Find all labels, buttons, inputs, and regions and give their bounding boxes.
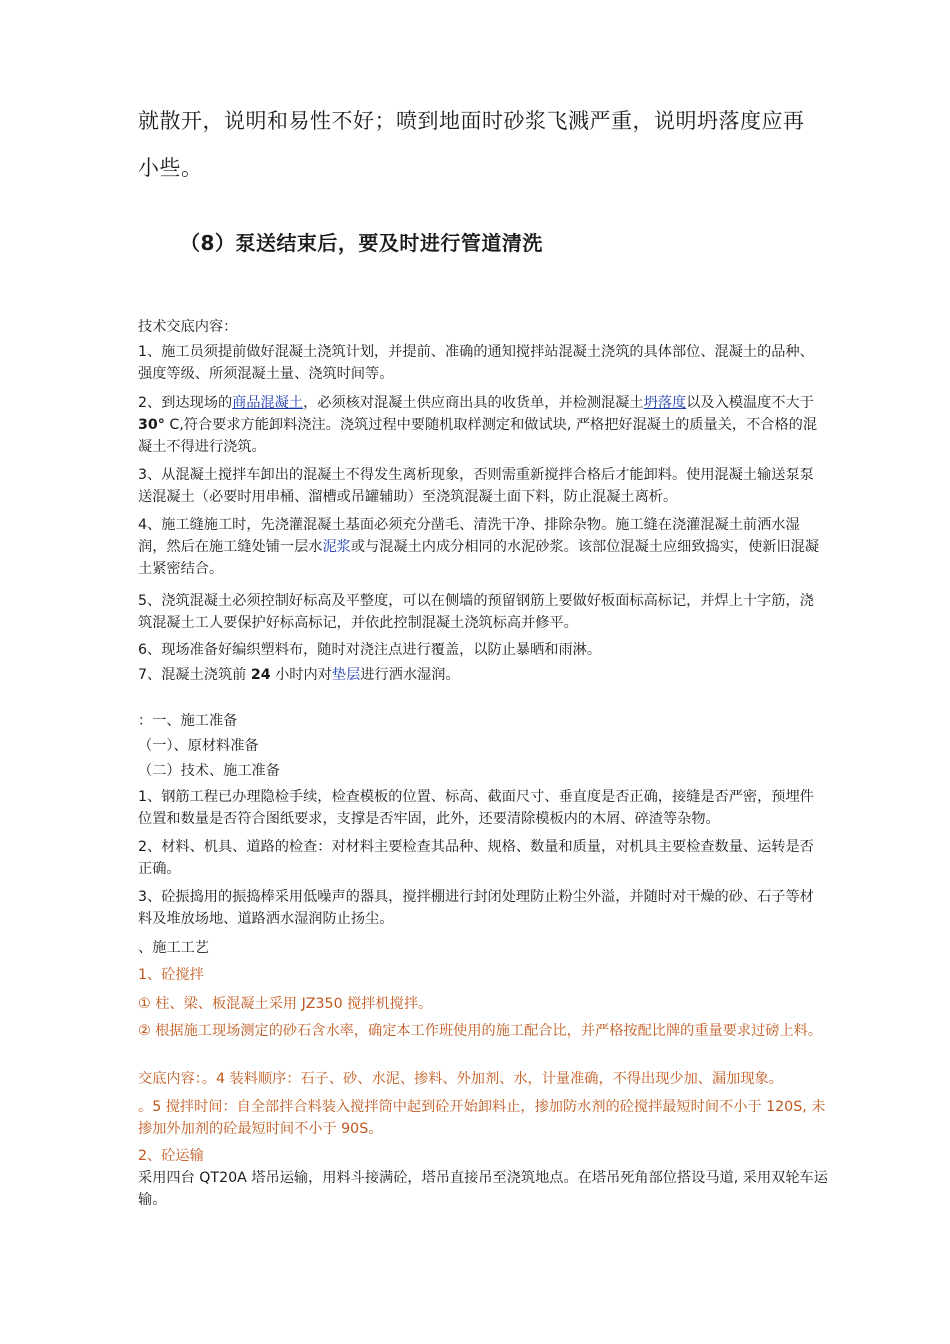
craft-item-1: ① 柱、梁、板混凝土采用 JZ350 搅拌机搅拌。	[138, 996, 433, 1012]
craft-item-3: 交底内容：。4 装料顺序：石子、砂、水泥、掺料、外加剂、水，计量准确，不得出现少加、漏加现象。	[138, 1071, 783, 1087]
tech-item-5: 5、浇筑混凝土必须控制好标高及平整度，可以在侧墙的预留钢筋上要做好板面标高标记，并焊上十字筋，浇筑混凝土工人要保护好标高标记，并依此控制混凝土浇筑标高并修平。	[138, 593, 814, 631]
link-commercial-concrete[interactable]: 商品混凝土	[232, 395, 304, 411]
tech-item-2-d: C,符合要求方能卸料浇注。浇筑过程中要随机取样测定和做试块, 严格把好混凝土的质量关，不合格的混凝土不得进行浇筑。	[138, 417, 818, 455]
prep-heading-1: ：一、施工准备	[138, 713, 238, 729]
tech-item-6: 6、现场准备好编织塑料布，随时对浇注点进行覆盖，以防止暴晒和雨淋。	[138, 642, 602, 658]
intro-line-2: 小些。	[138, 156, 203, 180]
tech-item-2-b: ，必须核对混凝土供应商出具的收货单，并检测混凝土	[303, 395, 644, 411]
craft-item-4: 。5 搅拌时间：自全部拌合料装入搅拌筒中起到砼开始卸料止，掺加防水剂的砼搅拌最短时间不小于 120S, 未掺加外加剂的砼最短时间不小于 90S。	[138, 1099, 826, 1137]
craft-section-1: 1、砼搅拌	[138, 967, 204, 983]
tech-item-4	[138, 514, 828, 580]
link-mud-slurry[interactable]: 泥浆	[322, 539, 351, 555]
intro-line-1: 就散开，说明和易性不好；喷到地面时砂浆飞溅严重，说明坍落度应再	[138, 109, 805, 133]
heading-8: （8）泵送结束后，要及时进行管道清洗	[180, 231, 543, 255]
tech-item-7-a: 7、混凝土浇筑前	[138, 667, 251, 683]
tech-item-2-a: 2、到达现场的	[138, 395, 233, 411]
tech-item-4-b: 或与混凝土内成分相同的水泥砂浆。该部位混凝土应细致捣实，使新旧混凝土紧密结合。	[138, 539, 820, 577]
link-slump[interactable]: 坍落度	[643, 395, 687, 411]
craft-section-2: 2、砼运输	[138, 1148, 204, 1164]
tech-item-1: 1、施工员须提前做好混凝土浇筑计划，并提前、准确的通知搅拌站混凝土浇筑的具体部位、混凝土的品种、强度等级、所须混凝土量、浇筑时间等。	[138, 344, 814, 382]
craft-item-2: ② 根据施工现场测定的砂石含水率，确定本工作班使用的施工配合比，并严格按配比牌的重量要求过磅上料。	[138, 1023, 823, 1039]
tech-item-7-c: 进行洒水湿润。	[360, 667, 460, 683]
tech-item-2-c: 以及入模温度不大于	[686, 395, 814, 411]
tech-item-2	[138, 392, 828, 458]
prep-para-3: 3、砼振捣用的振捣棒采用低噪声的器具，搅拌棚进行封闭处理防止粉尘外溢，并随时对干燥的砂、石子等材料及堆放场地、道路洒水湿润防止扬尘。	[138, 889, 814, 927]
link-cushion[interactable]: 垫层	[331, 667, 361, 683]
prep-heading-2: （一）、原材料准备	[138, 738, 259, 754]
tech-item-7-num: 24	[250, 667, 271, 683]
tech-item-7-b: 小时内对	[270, 667, 332, 683]
prep-para-1: 1、钢筋工程已办理隐检手续，检查模板的位置、标高、截面尺寸、垂直度是否正确，接缝是否严密，预埋件位置和数量是否符合图纸要求，支撑是否牢固，此外，还要清除模板内的木屑、碎渣等杂物。	[138, 789, 814, 827]
tech-item-4-a: 4、施工缝施工时，先浇灌混凝土基面必须充分凿毛、清洗干净、排除杂物。施工缝在浇灌混凝土前洒水湿润，然后在施工缝处铺一层水	[138, 517, 800, 555]
tech-title: 技术交底内容：	[138, 319, 238, 335]
tech-item-2-num: 30°	[138, 417, 165, 433]
craft-transport-text: 采用四台 QT20A 塔吊运输，用料斗接满砼，塔吊直接吊至浇筑地点。在塔吊死角部位搭设马道, 采用双轮车运输。	[138, 1170, 828, 1208]
prep-para-2: 2、材料、机具、道路的检查：对材料主要检查其品种、规格、数量和质量，对机具主要检查数量、运转是否正确。	[138, 839, 814, 877]
tech-item-3: 3、从混凝土搅拌车卸出的混凝土不得发生离析现象，否则需重新搅拌合格后才能卸料。使用混凝土输送泵泵送混凝土（必要时用串桶、溜槽或吊罐辅助）至浇筑混凝土面下料，防止混凝土离析。	[138, 467, 814, 505]
craft-heading: 、施工工艺	[138, 940, 209, 956]
tech-item-7	[138, 664, 828, 686]
prep-heading-3: （二）技术、施工准备	[138, 763, 280, 779]
